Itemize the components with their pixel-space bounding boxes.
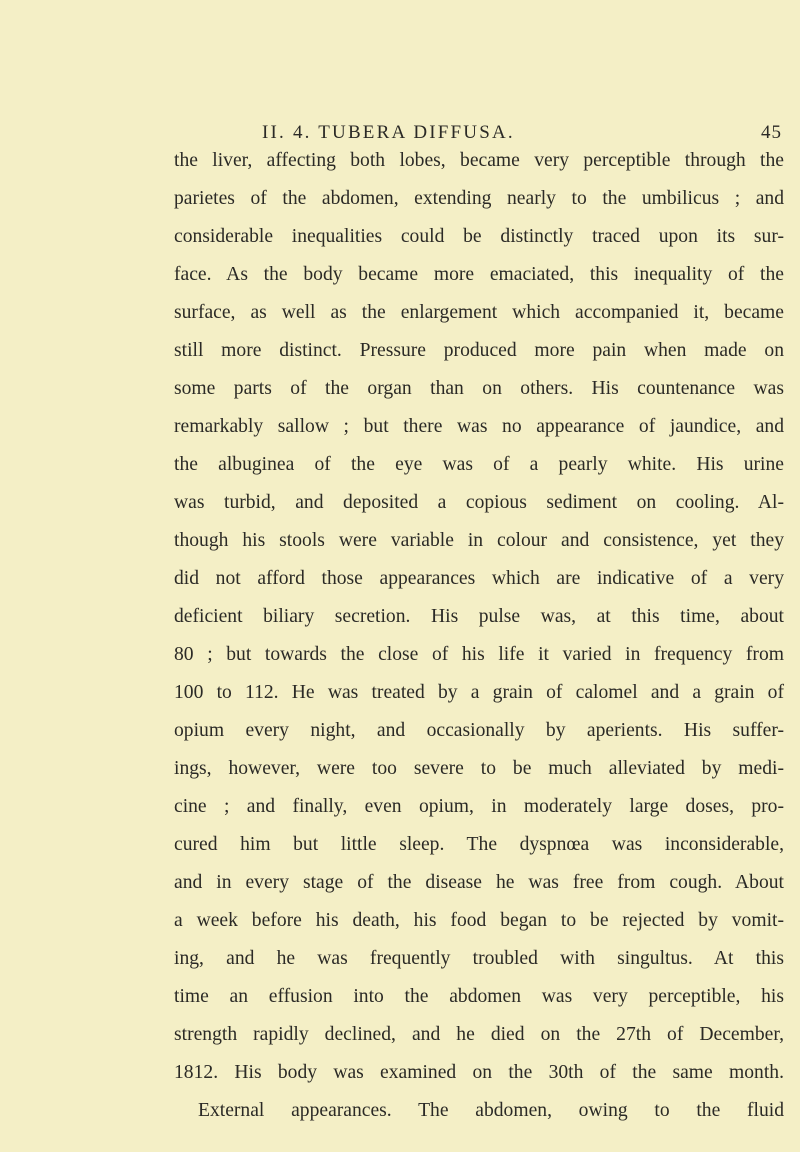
text-line: ings, however, were too severe to be much alleviated by medi- — [174, 758, 784, 779]
text-line: a week before his death, his food began to be rejected by vomit- — [174, 910, 784, 931]
page-number: 45 — [761, 122, 782, 143]
text-line: 80 ; but towards the close of his life it varied in frequency from — [174, 644, 784, 665]
text-line: time an effusion into the abdomen was very perceptible, his — [174, 986, 784, 1007]
text-line: 1812. His body was examined on the 30th of the same month. — [174, 1062, 784, 1083]
text-line: cured him but little sleep. The dyspnœa was inconsiderable, — [174, 834, 784, 855]
text-line: face. As the body became more emaciated, this inequality of the — [174, 264, 784, 285]
text-line: and in every stage of the disease he was free from cough. About — [174, 872, 784, 893]
text-line: did not afford those appearances which are indicative of a very — [174, 568, 784, 589]
running-title: II. 4. TUBERA DIFFUSA. — [262, 122, 515, 143]
text-line: strength rapidly declined, and he died on the 27th of December, — [174, 1024, 784, 1045]
text-line: opium every night, and occasionally by aperients. His suffer- — [174, 720, 784, 741]
text-line: some parts of the organ than on others. His countenance was — [174, 378, 784, 399]
body-text — [174, 142, 784, 1130]
text-line: deficient biliary secretion. His pulse was, at this time, about — [174, 606, 784, 627]
text-line: the albuginea of the eye was of a pearly white. His urine — [174, 454, 784, 475]
text-line: considerable inequalities could be distinctly traced upon its sur- — [174, 226, 784, 247]
text-line: surface, as well as the enlargement which accompanied it, became — [174, 302, 784, 323]
text-line: was turbid, and deposited a copious sediment on cooling. Al- — [174, 492, 784, 513]
text-line: 100 to 112. He was treated by a grain of calomel and a grain of — [174, 682, 784, 703]
text-line: cine ; and finally, even opium, in moderately large doses, pro- — [174, 796, 784, 817]
text-line: External appearances. The abdomen, owing to the fluid — [198, 1100, 784, 1121]
text-line: remarkably sallow ; but there was no appearance of jaundice, and — [174, 416, 784, 437]
text-line: parietes of the abdomen, extending nearly to the umbilicus ; and — [174, 188, 784, 209]
text-line: still more distinct. Pressure produced more pain when made on — [174, 340, 784, 361]
text-line: ing, and he was frequently troubled with singultus. At this — [174, 948, 784, 969]
text-line: the liver, affecting both lobes, became very perceptible through the — [174, 150, 784, 171]
text-line: though his stools were variable in colour and consistence, yet they — [174, 530, 784, 551]
